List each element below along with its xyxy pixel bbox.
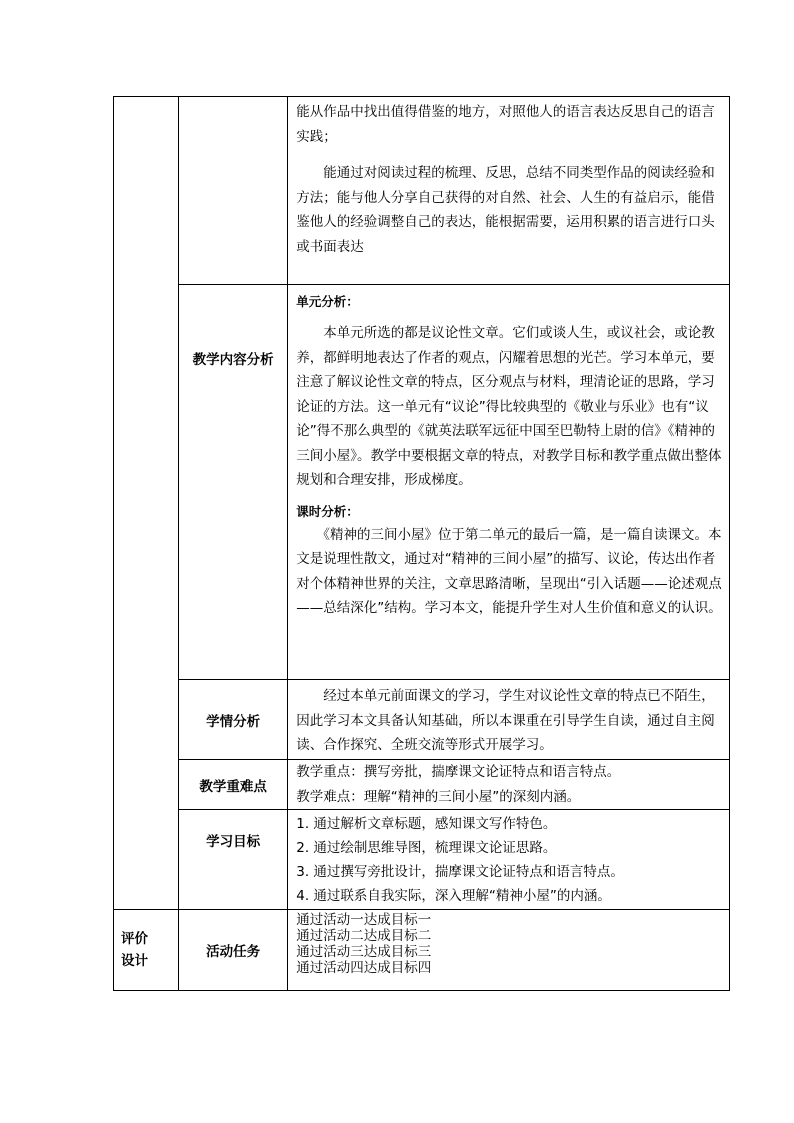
learner-analysis-label: 学情分析 [179,680,288,760]
activity-task-label: 活动任务 [179,910,288,991]
goal-item: 1. 通过解析文章标题，感知课文写作特色。 [296,816,557,832]
focus-cell [288,760,730,810]
lesson-analysis-text: 《精神的三间小屋》位于第二单元的最后一篇，是一篇自读课文。本文是说理性散文，通过对“精神的三间小屋”的描写、议论，传达出作者对个体精神世界的关注，文章思路清晰，呈现出“引入话题——论述观点——总结深化”结构。学习本文，能提升学生对人生价值和意义的认识。 [296,526,722,616]
goal-item: 2. 通过绘制思维导图，梳理课文论证思路。 [296,840,557,856]
learner-analysis-text: 经过本单元前面课文的学习，学生对议论性文章的特点已不陌生，因此学习本文具备认知基础，所以本课重在引导学生自读，通过自主阅读、合作探究、全班交流等形式开展学习。 [296,688,715,753]
evaluation-section-label: 评价 设计 [114,910,179,991]
lesson-plan-table [113,96,730,991]
section-cell-empty [114,97,179,910]
goals-row [114,810,730,910]
standards-text-cell [288,97,730,285]
standards-para-2: 能通过对阅读过程的梳理、反思，总结不同类型作品的阅读经验和方法；能与他人分享自己获得的对自然、社会、人生的有益启示，能借鉴他人的经验调整自己的表达，能根据需要，运用积累的语言进行口头或书面表达 [296,165,715,255]
focus-row [114,760,730,810]
activity-item: 通过活动三达成目标三 [296,944,432,960]
goal-item: 4. 通过联系自我实际，深入理解“精神小屋”的内涵。 [296,888,611,904]
goals-label: 学习目标 [179,810,288,910]
learner-analysis-row [114,680,730,760]
activity-task-cell [288,910,730,991]
content-analysis-cell [288,285,730,680]
activity-item: 通过活动一达成目标一 [296,912,432,928]
goal-item: 3. 通过撰写旁批设计，揣摩课文论证特点和语言特点。 [296,864,624,880]
standards-para-1: 能从作品中找出值得借鉴的地方，对照他人的语言表达反思自己的语言实践； [296,104,715,145]
learner-analysis-cell [288,680,730,760]
goals-cell [288,810,730,910]
key-point-text: 教学重点：撰写旁批，揣摩课文论证特点和语言特点。 [296,764,621,780]
activity-item: 通过活动四达成目标四 [296,960,432,976]
activity-item: 通过活动二达成目标二 [296,928,432,944]
evaluation-row [114,910,730,991]
unit-analysis-text: 本单元所选的都是议论性文章。它们或谈人生，或议社会，或论教养，都鲜明地表达了作者的观点，闪耀着思想的光芒。学习本单元，要注意了解议论性文章的特点，区分观点与材料，理清论证的思路，学习论证的方法。这一单元有“议论”得比较典型的《敬业与乐业》也有“议论”得不那么典型的《就英法联军远征中国至巴勒特上尉的信》《精神的三间小屋》。教学中要根据文章的特点，对教学目标和教学重点做出整体规划和合理安排，形成梯度。 [296,325,722,488]
content-analysis-label: 教学内容分析 [179,285,288,680]
lesson-analysis-heading: 课时分析： [296,503,359,519]
content-analysis-row [114,285,730,680]
standards-label-cell [179,97,288,285]
focus-label: 教学重难点 [179,760,288,810]
unit-analysis-heading: 单元分析： [296,294,359,309]
standards-row [114,97,730,285]
difficulty-text: 教学难点：理解“精神的三间小屋”的深刻内涵。 [296,788,581,805]
